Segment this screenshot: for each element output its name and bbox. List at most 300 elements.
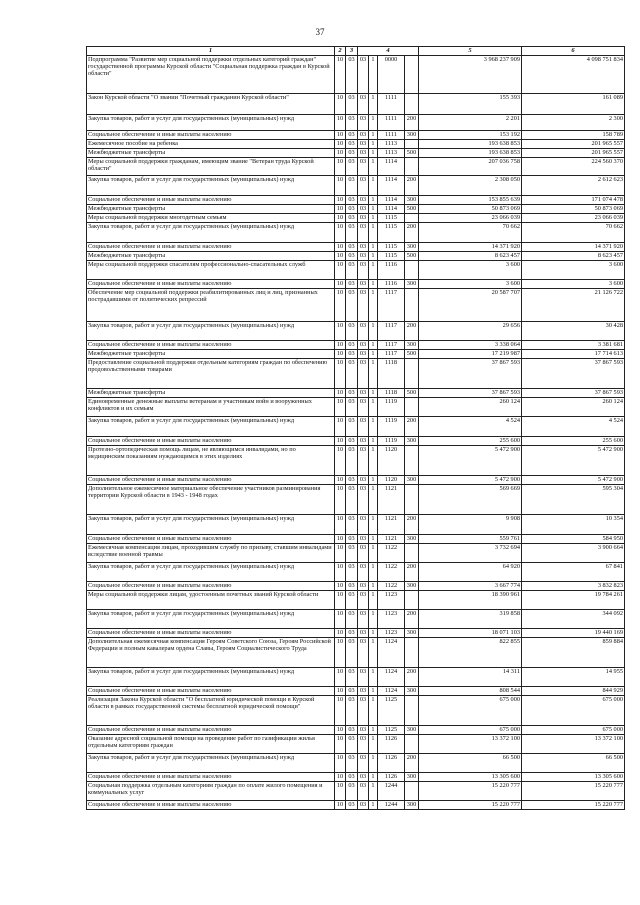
section-code-cell: 10 — [335, 340, 346, 349]
column-header-5: 5 — [419, 47, 522, 56]
section-code-cell: 10 — [335, 397, 346, 416]
expense-type-cell: 300 — [405, 800, 419, 809]
table-row — [87, 114, 625, 130]
table-row — [87, 667, 625, 686]
program-code-cell: 03 — [358, 397, 369, 416]
program-code-cell: 03 — [358, 222, 369, 242]
target-item-code-cell: 1120 — [378, 475, 405, 484]
row-name-cell: Социальное обеспечение и иные выплаты населению — [87, 130, 335, 139]
amount-year-1-cell: 569 669 — [419, 484, 522, 514]
expense-type-cell: 200 — [405, 222, 419, 242]
amount-year-1-cell: 15 220 777 — [419, 800, 522, 809]
section-code-cell: 10 — [335, 251, 346, 260]
expense-type-cell: 200 — [405, 114, 419, 130]
row-name-cell: Закупка товаров, работ и услуг для государственных (муниципальных) нужд — [87, 753, 335, 772]
amount-year-1-cell: 3 968 237 909 — [419, 55, 522, 93]
row-name-cell: Закупка товаров, работ и услуг для государственных (муниципальных) нужд — [87, 175, 335, 195]
table-row — [87, 397, 625, 416]
amount-year-2-cell: 3 600 — [522, 279, 625, 288]
subprogram-code-cell: 1 — [369, 288, 378, 321]
subprogram-code-cell: 1 — [369, 195, 378, 204]
expense-type-cell — [405, 695, 419, 725]
expense-type-cell: 300 — [405, 725, 419, 734]
subsection-code-cell: 03 — [346, 204, 358, 213]
subprogram-code-cell: 1 — [369, 349, 378, 358]
table-row — [87, 609, 625, 628]
program-code-cell: 03 — [358, 321, 369, 340]
expense-type-cell: 500 — [405, 251, 419, 260]
amount-year-2-cell: 10 354 — [522, 514, 625, 534]
target-item-code-cell: 1124 — [378, 637, 405, 667]
section-code-cell: 10 — [335, 148, 346, 157]
program-code-cell: 03 — [358, 349, 369, 358]
subsection-code-cell: 03 — [346, 251, 358, 260]
target-item-code-cell: 1126 — [378, 734, 405, 753]
section-code-cell: 10 — [335, 130, 346, 139]
target-item-code-cell: 1125 — [378, 695, 405, 725]
row-name-cell: Меры социальной поддержки гражданам, имеющим звание "Ветеран труда Курской области" — [87, 157, 335, 175]
section-code-cell: 10 — [335, 562, 346, 581]
subprogram-code-cell: 1 — [369, 204, 378, 213]
subprogram-code-cell: 1 — [369, 590, 378, 609]
expense-type-cell: 300 — [405, 279, 419, 288]
row-name-cell: Межбюджетные трансферты — [87, 388, 335, 397]
program-code-cell: 03 — [358, 753, 369, 772]
row-name-cell: Меры социальной поддержки лицам, удостоенным почетных званий Курской области — [87, 590, 335, 609]
amount-year-1-cell: 8 623 457 — [419, 251, 522, 260]
expense-type-cell — [405, 445, 419, 475]
program-code-cell: 03 — [358, 637, 369, 667]
subsection-code-cell: 03 — [346, 260, 358, 279]
expense-type-cell: 500 — [405, 349, 419, 358]
program-code-cell: 03 — [358, 725, 369, 734]
target-item-code-cell: 1121 — [378, 514, 405, 534]
program-code-cell: 03 — [358, 175, 369, 195]
amount-year-1-cell: 13 305 600 — [419, 772, 522, 781]
amount-year-2-cell: 15 220 777 — [522, 800, 625, 809]
expense-type-cell: 300 — [405, 436, 419, 445]
target-item-code-cell: 0000 — [378, 55, 405, 93]
table-row — [87, 55, 625, 93]
table-row — [87, 695, 625, 725]
column-header-3: 3 — [346, 47, 358, 56]
table-row — [87, 753, 625, 772]
subsection-code-cell: 03 — [346, 157, 358, 175]
amount-year-1-cell: 2 201 — [419, 114, 522, 130]
target-item-code-cell: 1119 — [378, 416, 405, 436]
table-row — [87, 686, 625, 695]
subprogram-code-cell: 1 — [369, 637, 378, 667]
target-item-code-cell: 1111 — [378, 130, 405, 139]
row-name-cell: Социальное обеспечение и иные выплаты населению — [87, 772, 335, 781]
subsection-code-cell: 03 — [346, 445, 358, 475]
target-item-code-cell: 1114 — [378, 175, 405, 195]
expense-type-cell — [405, 781, 419, 800]
table-row — [87, 514, 625, 534]
section-code-cell: 10 — [335, 388, 346, 397]
amount-year-2-cell: 859 884 — [522, 637, 625, 667]
target-item-code-cell: 1116 — [378, 279, 405, 288]
expense-type-cell — [405, 734, 419, 753]
target-item-code-cell: 1115 — [378, 213, 405, 222]
table-row — [87, 157, 625, 175]
section-code-cell: 10 — [335, 55, 346, 93]
section-code-cell: 10 — [335, 686, 346, 695]
subprogram-code-cell: 1 — [369, 562, 378, 581]
section-code-cell: 10 — [335, 753, 346, 772]
target-item-code-cell: 1115 — [378, 222, 405, 242]
target-item-code-cell: 1119 — [378, 397, 405, 416]
expense-type-cell — [405, 260, 419, 279]
subsection-code-cell: 03 — [346, 543, 358, 562]
subsection-code-cell: 03 — [346, 772, 358, 781]
section-code-cell: 10 — [335, 260, 346, 279]
target-item-code-cell: 1122 — [378, 562, 405, 581]
expense-type-cell: 300 — [405, 628, 419, 637]
amount-year-2-cell: 201 965 557 — [522, 148, 625, 157]
amount-year-2-cell: 675 000 — [522, 725, 625, 734]
program-code-cell: 03 — [358, 484, 369, 514]
section-code-cell: 10 — [335, 195, 346, 204]
amount-year-2-cell: 595 304 — [522, 484, 625, 514]
amount-year-1-cell: 675 000 — [419, 695, 522, 725]
amount-year-2-cell: 3 381 681 — [522, 340, 625, 349]
row-name-cell: Закон Курской области "О звании "Почетный гражданин Курской области" — [87, 93, 335, 114]
subsection-code-cell: 03 — [346, 93, 358, 114]
target-item-code-cell: 1121 — [378, 484, 405, 514]
subsection-code-cell: 03 — [346, 340, 358, 349]
target-item-code-cell: 1124 — [378, 686, 405, 695]
amount-year-1-cell: 153 192 — [419, 130, 522, 139]
amount-year-2-cell: 3 600 — [522, 260, 625, 279]
amount-year-1-cell: 319 858 — [419, 609, 522, 628]
table-row — [87, 800, 625, 809]
amount-year-1-cell: 260 124 — [419, 397, 522, 416]
section-code-cell: 10 — [335, 349, 346, 358]
target-item-code-cell: 1123 — [378, 590, 405, 609]
section-code-cell: 10 — [335, 114, 346, 130]
amount-year-2-cell: 4 098 751 834 — [522, 55, 625, 93]
program-code-cell: 03 — [358, 157, 369, 175]
expense-type-cell: 500 — [405, 148, 419, 157]
program-code-cell: 03 — [358, 514, 369, 534]
target-item-code-cell: 1117 — [378, 288, 405, 321]
amount-year-1-cell: 37 867 593 — [419, 358, 522, 388]
amount-year-2-cell: 584 950 — [522, 534, 625, 543]
table-row — [87, 175, 625, 195]
table-row — [87, 581, 625, 590]
amount-year-1-cell: 14 311 — [419, 667, 522, 686]
amount-year-1-cell: 822 855 — [419, 637, 522, 667]
amount-year-1-cell: 66 500 — [419, 753, 522, 772]
target-item-code-cell: 1124 — [378, 667, 405, 686]
amount-year-2-cell: 3 832 823 — [522, 581, 625, 590]
subprogram-code-cell: 1 — [369, 397, 378, 416]
table-header-row — [87, 47, 625, 56]
amount-year-1-cell: 207 036 758 — [419, 157, 522, 175]
amount-year-2-cell: 13 305 600 — [522, 772, 625, 781]
subsection-code-cell: 03 — [346, 349, 358, 358]
section-code-cell: 10 — [335, 725, 346, 734]
subsection-code-cell: 03 — [346, 55, 358, 93]
table-row — [87, 251, 625, 260]
expense-type-cell: 500 — [405, 388, 419, 397]
row-name-cell: Закупка товаров, работ и услуг для государственных (муниципальных) нужд — [87, 416, 335, 436]
program-code-cell: 03 — [358, 260, 369, 279]
subsection-code-cell: 03 — [346, 753, 358, 772]
program-code-cell: 03 — [358, 581, 369, 590]
column-header-4: 4 — [358, 47, 419, 56]
target-item-code-cell: 1114 — [378, 195, 405, 204]
subsection-code-cell: 03 — [346, 279, 358, 288]
target-item-code-cell: 1113 — [378, 148, 405, 157]
subsection-code-cell: 03 — [346, 139, 358, 148]
amount-year-2-cell: 171 074 478 — [522, 195, 625, 204]
subprogram-code-cell: 1 — [369, 358, 378, 388]
row-name-cell: Социальная поддержка отдельным категориям граждан по оплате жилого помещения и коммунальных услуг — [87, 781, 335, 800]
expense-type-cell: 300 — [405, 475, 419, 484]
program-code-cell: 03 — [358, 340, 369, 349]
subsection-code-cell: 03 — [346, 781, 358, 800]
amount-year-1-cell: 64 920 — [419, 562, 522, 581]
program-code-cell: 03 — [358, 772, 369, 781]
section-code-cell: 10 — [335, 609, 346, 628]
target-item-code-cell: 1122 — [378, 543, 405, 562]
row-name-cell: Социальное обеспечение и иные выплаты населению — [87, 279, 335, 288]
target-item-code-cell: 1113 — [378, 139, 405, 148]
target-item-code-cell: 1117 — [378, 340, 405, 349]
section-code-cell: 10 — [335, 139, 346, 148]
subprogram-code-cell: 1 — [369, 686, 378, 695]
program-code-cell: 03 — [358, 251, 369, 260]
row-name-cell: Подпрограмма "Развитие мер социальной поддержки отдельных категорий граждан" государственной программы Курской области "Социальная поддержка граждан в Курской области" — [87, 55, 335, 93]
subprogram-code-cell: 1 — [369, 130, 378, 139]
table-row — [87, 484, 625, 514]
subsection-code-cell: 03 — [346, 175, 358, 195]
table-row — [87, 358, 625, 388]
subprogram-code-cell: 1 — [369, 251, 378, 260]
expense-type-cell: 200 — [405, 321, 419, 340]
program-code-cell: 03 — [358, 114, 369, 130]
row-name-cell: Социальное обеспечение и иные выплаты населению — [87, 800, 335, 809]
amount-year-2-cell: 8 623 457 — [522, 251, 625, 260]
subsection-code-cell: 03 — [346, 800, 358, 809]
subsection-code-cell: 03 — [346, 514, 358, 534]
subprogram-code-cell: 1 — [369, 484, 378, 514]
amount-year-2-cell: 15 220 777 — [522, 781, 625, 800]
subprogram-code-cell: 1 — [369, 445, 378, 475]
target-item-code-cell: 1126 — [378, 772, 405, 781]
subsection-code-cell: 03 — [346, 114, 358, 130]
amount-year-2-cell: 2 612 623 — [522, 175, 625, 195]
amount-year-1-cell: 5 472 900 — [419, 445, 522, 475]
program-code-cell: 03 — [358, 204, 369, 213]
column-header-6: 6 — [522, 47, 625, 56]
expense-type-cell: 300 — [405, 772, 419, 781]
budget-table — [86, 46, 625, 810]
amount-year-1-cell: 18 390 961 — [419, 590, 522, 609]
amount-year-2-cell: 260 124 — [522, 397, 625, 416]
row-name-cell: Меры социальной поддержки спасателям профессионально-спасательных служб — [87, 260, 335, 279]
row-name-cell: Закупка товаров, работ и услуг для государственных (муниципальных) нужд — [87, 562, 335, 581]
program-code-cell: 03 — [358, 55, 369, 93]
row-name-cell: Реализация Закона Курской области "О бесплатной юридической помощи в Курской области в рамках государственной системы бесплатной юридической помощи" — [87, 695, 335, 725]
section-code-cell: 10 — [335, 781, 346, 800]
row-name-cell: Социальное обеспечение и иные выплаты населению — [87, 725, 335, 734]
table-row — [87, 475, 625, 484]
program-code-cell: 03 — [358, 695, 369, 725]
row-name-cell: Закупка товаров, работ и услуг для государственных (муниципальных) нужд — [87, 667, 335, 686]
program-code-cell: 03 — [358, 93, 369, 114]
amount-year-1-cell: 20 587 707 — [419, 288, 522, 321]
program-code-cell: 03 — [358, 609, 369, 628]
amount-year-2-cell: 844 929 — [522, 686, 625, 695]
target-item-code-cell: 1123 — [378, 609, 405, 628]
table-row — [87, 388, 625, 397]
amount-year-1-cell: 3 667 774 — [419, 581, 522, 590]
amount-year-2-cell: 67 841 — [522, 562, 625, 581]
section-code-cell: 10 — [335, 772, 346, 781]
subsection-code-cell: 03 — [346, 475, 358, 484]
subsection-code-cell: 03 — [346, 397, 358, 416]
table-row — [87, 288, 625, 321]
column-header-2: 2 — [335, 47, 346, 56]
subsection-code-cell: 03 — [346, 195, 358, 204]
expense-type-cell — [405, 397, 419, 416]
table-row — [87, 543, 625, 562]
amount-year-1-cell: 14 371 920 — [419, 242, 522, 251]
subprogram-code-cell: 1 — [369, 416, 378, 436]
target-item-code-cell: 1122 — [378, 581, 405, 590]
row-name-cell: Обеспечение мер социальной поддержки реабилитированных лиц и лиц, признанных пострадавшими от политических репрессий — [87, 288, 335, 321]
row-name-cell: Меры социальной поддержки многодетным семьям — [87, 213, 335, 222]
expense-type-cell: 200 — [405, 667, 419, 686]
subsection-code-cell: 03 — [346, 686, 358, 695]
program-code-cell: 03 — [358, 667, 369, 686]
section-code-cell: 10 — [335, 321, 346, 340]
subprogram-code-cell: 1 — [369, 753, 378, 772]
amount-year-2-cell: 14 955 — [522, 667, 625, 686]
program-code-cell: 03 — [358, 628, 369, 637]
amount-year-2-cell: 70 662 — [522, 222, 625, 242]
amount-year-1-cell: 13 372 100 — [419, 734, 522, 753]
row-name-cell: Социальное обеспечение и иные выплаты населению — [87, 534, 335, 543]
subprogram-code-cell: 1 — [369, 279, 378, 288]
amount-year-1-cell: 255 600 — [419, 436, 522, 445]
subprogram-code-cell: 1 — [369, 175, 378, 195]
program-code-cell: 03 — [358, 416, 369, 436]
row-name-cell: Закупка товаров, работ и услуг для государственных (муниципальных) нужд — [87, 514, 335, 534]
amount-year-2-cell: 13 372 100 — [522, 734, 625, 753]
subprogram-code-cell: 1 — [369, 772, 378, 781]
expense-type-cell: 300 — [405, 581, 419, 590]
amount-year-2-cell: 23 066 039 — [522, 213, 625, 222]
subprogram-code-cell: 1 — [369, 800, 378, 809]
amount-year-2-cell: 255 600 — [522, 436, 625, 445]
section-code-cell: 10 — [335, 637, 346, 667]
table-row — [87, 734, 625, 753]
target-item-code-cell: 1120 — [378, 445, 405, 475]
subprogram-code-cell: 1 — [369, 148, 378, 157]
amount-year-2-cell: 161 089 — [522, 93, 625, 114]
table-row — [87, 445, 625, 475]
table-row — [87, 279, 625, 288]
subprogram-code-cell: 1 — [369, 340, 378, 349]
row-name-cell: Социальное обеспечение и иные выплаты населению — [87, 436, 335, 445]
subsection-code-cell: 03 — [346, 725, 358, 734]
subsection-code-cell: 03 — [346, 581, 358, 590]
target-item-code-cell: 1125 — [378, 725, 405, 734]
expense-type-cell — [405, 157, 419, 175]
amount-year-1-cell: 15 220 777 — [419, 781, 522, 800]
subprogram-code-cell: 1 — [369, 93, 378, 114]
subprogram-code-cell: 1 — [369, 514, 378, 534]
row-name-cell: Протезно-ортопедическая помощь лицам, не являющимся инвалидами, но по медицинским показаниям нуждающимся в этих изделиях — [87, 445, 335, 475]
amount-year-2-cell: 158 789 — [522, 130, 625, 139]
subsection-code-cell: 03 — [346, 213, 358, 222]
program-code-cell: 03 — [358, 475, 369, 484]
section-code-cell: 10 — [335, 242, 346, 251]
expense-type-cell: 200 — [405, 753, 419, 772]
table-row — [87, 321, 625, 340]
program-code-cell: 03 — [358, 148, 369, 157]
expense-type-cell: 300 — [405, 195, 419, 204]
program-code-cell: 03 — [358, 288, 369, 321]
expense-type-cell: 200 — [405, 175, 419, 195]
amount-year-1-cell: 4 524 — [419, 416, 522, 436]
program-code-cell: 03 — [358, 279, 369, 288]
subprogram-code-cell: 1 — [369, 667, 378, 686]
section-code-cell: 10 — [335, 667, 346, 686]
section-code-cell: 10 — [335, 534, 346, 543]
row-name-cell: Социальное обеспечение и иные выплаты населению — [87, 628, 335, 637]
row-name-cell: Предоставление социальной поддержки отдельным категориям граждан по обеспечению продовольственными товарами — [87, 358, 335, 388]
subsection-code-cell: 03 — [346, 484, 358, 514]
table-row — [87, 562, 625, 581]
expense-type-cell — [405, 590, 419, 609]
column-header-1: 1 — [87, 47, 335, 56]
amount-year-2-cell: 19 440 169 — [522, 628, 625, 637]
table-row — [87, 195, 625, 204]
subsection-code-cell: 03 — [346, 222, 358, 242]
row-name-cell: Социальное обеспечение и иные выплаты населению — [87, 340, 335, 349]
program-code-cell: 03 — [358, 781, 369, 800]
amount-year-2-cell: 3 900 664 — [522, 543, 625, 562]
amount-year-2-cell: 66 500 — [522, 753, 625, 772]
subsection-code-cell: 03 — [346, 242, 358, 251]
row-name-cell: Закупка товаров, работ и услуг для государственных (муниципальных) нужд — [87, 222, 335, 242]
amount-year-1-cell: 193 638 853 — [419, 148, 522, 157]
table-row — [87, 416, 625, 436]
subsection-code-cell: 03 — [346, 436, 358, 445]
amount-year-2-cell: 50 873 069 — [522, 204, 625, 213]
row-name-cell: Социальное обеспечение и иные выплаты населению — [87, 581, 335, 590]
subprogram-code-cell: 1 — [369, 213, 378, 222]
subprogram-code-cell: 1 — [369, 222, 378, 242]
target-item-code-cell: 1244 — [378, 781, 405, 800]
table-row — [87, 781, 625, 800]
section-code-cell: 10 — [335, 93, 346, 114]
program-code-cell: 03 — [358, 130, 369, 139]
table-row — [87, 260, 625, 279]
target-item-code-cell: 1115 — [378, 242, 405, 251]
section-code-cell: 10 — [335, 628, 346, 637]
subsection-code-cell: 03 — [346, 288, 358, 321]
subprogram-code-cell: 1 — [369, 534, 378, 543]
program-code-cell: 03 — [358, 734, 369, 753]
program-code-cell: 03 — [358, 436, 369, 445]
subprogram-code-cell: 1 — [369, 581, 378, 590]
